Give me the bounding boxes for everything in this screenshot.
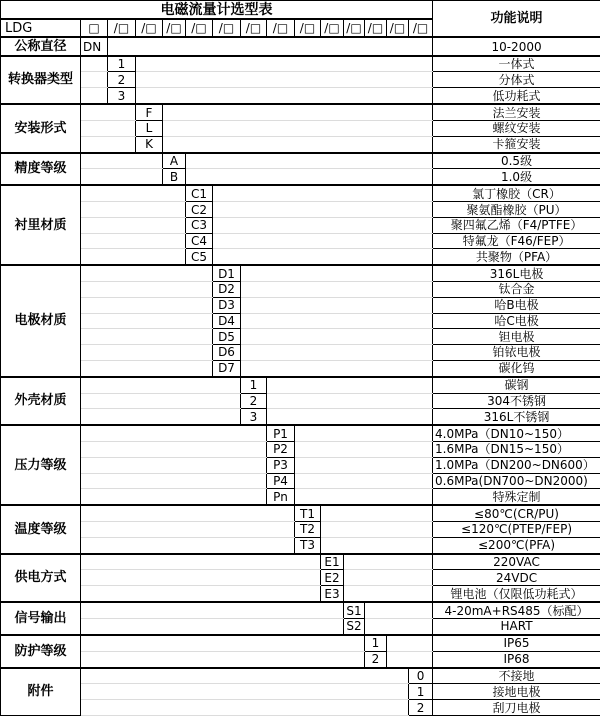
table-row xyxy=(1,570,600,586)
desc-cell: 不接地 xyxy=(433,668,600,684)
filler-cell xyxy=(295,457,433,473)
code-cell: 1 xyxy=(365,635,387,651)
desc-cell: 碳化钨 xyxy=(433,360,600,376)
model-slot-cell: /□ xyxy=(186,19,213,37)
filler-cell xyxy=(295,425,433,441)
filler-cell xyxy=(81,442,267,458)
filler-cell xyxy=(81,700,409,716)
desc-cell: 碳钢 xyxy=(433,377,600,393)
code-cell: C1 xyxy=(186,185,213,201)
table-row xyxy=(1,651,600,667)
code-cell: E2 xyxy=(321,570,344,586)
category-cell: 温度等级 xyxy=(1,505,81,553)
table-row xyxy=(1,120,600,136)
desc-cell: 4-20mA+RS485（标配） xyxy=(433,602,600,618)
table-row xyxy=(1,297,600,313)
model-box-cell: □ xyxy=(81,19,108,37)
code-cell: D5 xyxy=(213,329,241,345)
filler-cell xyxy=(81,377,241,393)
filler-cell xyxy=(81,602,344,618)
code-cell: P2 xyxy=(267,442,295,458)
desc-cell: 220VAC xyxy=(433,554,600,570)
filler-cell xyxy=(81,425,267,441)
filler-cell xyxy=(267,409,433,425)
table-row xyxy=(1,425,600,441)
table-row xyxy=(1,202,600,218)
desc-cell: 低功耗式 xyxy=(433,88,600,104)
category-cell: 衬里材质 xyxy=(1,185,81,265)
model-slot-cell: /□ xyxy=(409,19,433,37)
code-cell: D1 xyxy=(213,265,241,281)
desc-cell: 特殊定制 xyxy=(433,489,600,505)
table-row xyxy=(1,185,600,201)
filler-cell xyxy=(267,393,433,409)
model-slot-cell: /□ xyxy=(387,19,409,37)
code-cell: 1 xyxy=(108,56,136,72)
filler-cell xyxy=(81,72,108,88)
filler-cell xyxy=(241,282,433,298)
table-row xyxy=(1,360,600,376)
table-row xyxy=(1,88,600,104)
model-slot-cell: /□ xyxy=(295,19,321,37)
table-row xyxy=(1,554,600,570)
code-cell: C3 xyxy=(186,217,213,233)
desc-cell: 1.0级 xyxy=(433,169,600,185)
model-slot-cell: /□ xyxy=(241,19,267,37)
desc-cell: 哈C电极 xyxy=(433,313,600,329)
desc-cell: 法兰安装 xyxy=(433,104,600,120)
filler-cell xyxy=(81,537,295,553)
filler-cell xyxy=(213,249,433,265)
table-row xyxy=(1,602,600,618)
table-row xyxy=(1,37,600,55)
filler-cell xyxy=(295,473,433,489)
desc-cell: 304不锈钢 xyxy=(433,393,600,409)
category-cell: 压力等级 xyxy=(1,425,81,505)
table-row xyxy=(1,618,600,634)
filler-cell xyxy=(81,56,108,72)
code-cell: K xyxy=(136,136,163,152)
desc-header-cell: 功能说明 xyxy=(433,1,600,38)
table-row xyxy=(1,537,600,553)
desc-cell: 4.0MPa（DN10~150） xyxy=(433,425,600,441)
code-cell: E1 xyxy=(321,554,344,570)
desc-cell: 特氟龙（F46/FEP） xyxy=(433,233,600,249)
filler-cell xyxy=(81,457,267,473)
filler-cell xyxy=(81,473,267,489)
category-cell: 公称直径 xyxy=(1,37,81,55)
model-slot-cell: /□ xyxy=(108,19,136,37)
filler-cell xyxy=(344,586,433,602)
desc-cell: 聚氨酯橡胶（PU） xyxy=(433,202,600,218)
desc-cell: 分体式 xyxy=(433,72,600,88)
code-cell: D2 xyxy=(213,282,241,298)
model-slot-cell: /□ xyxy=(213,19,241,37)
code-cell: C4 xyxy=(186,233,213,249)
filler-cell xyxy=(213,202,433,218)
filler-cell xyxy=(81,522,295,538)
category-cell: 安装形式 xyxy=(1,104,81,152)
code-cell: 3 xyxy=(108,88,136,104)
table-row xyxy=(1,313,600,329)
filler-cell xyxy=(81,586,321,602)
category-cell: 转换器类型 xyxy=(1,56,81,104)
desc-cell: 螺纹安装 xyxy=(433,120,600,136)
code-cell: F xyxy=(136,104,163,120)
filler-cell xyxy=(81,313,213,329)
filler-cell xyxy=(186,169,433,185)
filler-cell xyxy=(321,522,433,538)
table-row xyxy=(1,522,600,538)
filler-cell xyxy=(241,360,433,376)
filler-cell xyxy=(241,297,433,313)
filler-cell xyxy=(81,297,213,313)
code-cell: DN xyxy=(81,37,108,55)
desc-cell: 聚四氟乙烯（F4/PTFE） xyxy=(433,217,600,233)
desc-cell: ≤200℃(PFA) xyxy=(433,537,600,553)
code-cell: 2 xyxy=(241,393,267,409)
model-slot-cell: /□ xyxy=(321,19,344,37)
table-row xyxy=(1,233,600,249)
table-row xyxy=(1,153,600,169)
desc-cell: 10-2000 xyxy=(433,37,600,55)
table-row xyxy=(1,136,600,152)
filler-cell xyxy=(163,120,433,136)
code-cell: 2 xyxy=(108,72,136,88)
table-row xyxy=(1,345,600,361)
filler-cell xyxy=(267,377,433,393)
table-row xyxy=(1,377,600,393)
category-cell: 精度等级 xyxy=(1,153,81,186)
category-cell: 附件 xyxy=(1,668,81,716)
desc-cell: 316L电极 xyxy=(433,265,600,281)
filler-cell xyxy=(81,217,186,233)
filler-cell xyxy=(81,345,213,361)
filler-cell xyxy=(136,88,433,104)
filler-cell xyxy=(81,153,163,169)
filler-cell xyxy=(344,554,433,570)
code-cell: C2 xyxy=(186,202,213,218)
filler-cell xyxy=(295,442,433,458)
desc-cell: 锂电池（仅限低功耗式） xyxy=(433,586,600,602)
table-row xyxy=(1,505,600,521)
category-cell: 电极材质 xyxy=(1,265,81,376)
code-cell: 2 xyxy=(365,651,387,667)
filler-cell xyxy=(321,537,433,553)
filler-cell xyxy=(81,202,186,218)
filler-cell xyxy=(81,282,213,298)
code-cell: A xyxy=(163,153,186,169)
model-prefix-cell: LDG xyxy=(1,19,81,37)
desc-cell: 刮刀电极 xyxy=(433,700,600,716)
table-row xyxy=(1,457,600,473)
desc-cell: 1.6MPa（DN15~150） xyxy=(433,442,600,458)
category-cell: 供电方式 xyxy=(1,554,81,602)
desc-cell: IP68 xyxy=(433,651,600,667)
code-cell: T1 xyxy=(295,505,321,521)
desc-cell: 316L不锈钢 xyxy=(433,409,600,425)
code-cell: P1 xyxy=(267,425,295,441)
table-row xyxy=(1,1,600,20)
filler-cell xyxy=(241,345,433,361)
code-cell: P3 xyxy=(267,457,295,473)
code-cell: P4 xyxy=(267,473,295,489)
desc-cell: IP65 xyxy=(433,635,600,651)
category-cell: 信号输出 xyxy=(1,602,81,635)
filler-cell xyxy=(365,618,433,634)
desc-cell: 1.0MPa（DN200~DN600） xyxy=(433,457,600,473)
filler-cell xyxy=(81,393,241,409)
filler-cell xyxy=(81,618,344,634)
table-row xyxy=(1,265,600,281)
desc-cell: 接地电极 xyxy=(433,684,600,700)
desc-cell: HART xyxy=(433,618,600,634)
desc-cell: ≤80℃(CR/PU) xyxy=(433,505,600,521)
filler-cell xyxy=(81,104,136,120)
code-cell: 1 xyxy=(241,377,267,393)
filler-cell xyxy=(295,489,433,505)
filler-cell xyxy=(387,651,433,667)
filler-cell xyxy=(136,72,433,88)
code-cell: 2 xyxy=(409,700,433,716)
table-row xyxy=(1,409,600,425)
filler-cell xyxy=(241,265,433,281)
desc-cell: 钽电极 xyxy=(433,329,600,345)
filler-cell xyxy=(108,37,433,55)
table-row xyxy=(1,635,600,651)
filler-cell xyxy=(213,233,433,249)
desc-cell: 共聚物（PFA） xyxy=(433,249,600,265)
code-cell: E3 xyxy=(321,586,344,602)
table-row xyxy=(1,217,600,233)
desc-cell: 0.6MPa(DN700~DN2000) xyxy=(433,473,600,489)
code-cell: T3 xyxy=(295,537,321,553)
filler-cell xyxy=(81,120,136,136)
filler-cell xyxy=(81,360,213,376)
filler-cell xyxy=(163,136,433,152)
filler-cell xyxy=(213,185,433,201)
category-cell: 防护等级 xyxy=(1,635,81,668)
code-cell: S1 xyxy=(344,602,365,618)
model-slot-cell: /□ xyxy=(344,19,365,37)
filler-cell xyxy=(81,570,321,586)
table-row xyxy=(1,684,600,700)
filler-cell xyxy=(81,265,213,281)
filler-cell xyxy=(81,505,295,521)
filler-cell xyxy=(81,169,163,185)
code-cell: T2 xyxy=(295,522,321,538)
table-row xyxy=(1,56,600,72)
code-cell: D3 xyxy=(213,297,241,313)
filler-cell xyxy=(241,329,433,345)
table-row xyxy=(1,473,600,489)
table-row xyxy=(1,249,600,265)
code-cell: D4 xyxy=(213,313,241,329)
filler-cell xyxy=(81,233,186,249)
table-row xyxy=(1,72,600,88)
desc-cell: 一体式 xyxy=(433,56,600,72)
table-row xyxy=(1,700,600,716)
desc-cell: ≤120℃(PTEP/FEP) xyxy=(433,522,600,538)
table-row xyxy=(1,489,600,505)
model-slot-cell: /□ xyxy=(136,19,163,37)
code-cell: Pn xyxy=(267,489,295,505)
code-cell: B xyxy=(163,169,186,185)
desc-cell: 24VDC xyxy=(433,570,600,586)
filler-cell xyxy=(81,651,365,667)
table-row xyxy=(1,104,600,120)
table-row xyxy=(1,329,600,345)
table-row xyxy=(1,586,600,602)
model-slot-cell: /□ xyxy=(365,19,387,37)
table-row xyxy=(1,169,600,185)
code-cell: C5 xyxy=(186,249,213,265)
filler-cell xyxy=(81,635,365,651)
code-cell: 1 xyxy=(409,684,433,700)
filler-cell xyxy=(81,684,409,700)
filler-cell xyxy=(81,185,186,201)
desc-cell: 氯丁橡胶（CR） xyxy=(433,185,600,201)
filler-cell xyxy=(81,554,321,570)
filler-cell xyxy=(136,56,433,72)
desc-cell: 0.5级 xyxy=(433,153,600,169)
filler-cell xyxy=(81,409,241,425)
table-row xyxy=(1,393,600,409)
filler-cell xyxy=(81,489,267,505)
desc-cell: 铂铱电极 xyxy=(433,345,600,361)
filler-cell xyxy=(81,88,108,104)
desc-cell: 卡箍安装 xyxy=(433,136,600,152)
table-row xyxy=(1,442,600,458)
filler-cell xyxy=(186,153,433,169)
filler-cell xyxy=(163,104,433,120)
table-row xyxy=(1,668,600,684)
code-cell: L xyxy=(136,120,163,136)
filler-cell xyxy=(241,313,433,329)
filler-cell xyxy=(344,570,433,586)
filler-cell xyxy=(213,217,433,233)
model-slot-cell: /□ xyxy=(163,19,186,37)
desc-cell: 钛合金 xyxy=(433,282,600,298)
filler-cell xyxy=(365,602,433,618)
filler-cell xyxy=(81,136,136,152)
filler-cell xyxy=(81,668,409,684)
code-cell: 3 xyxy=(241,409,267,425)
table-row xyxy=(1,282,600,298)
code-cell: 0 xyxy=(409,668,433,684)
filler-cell xyxy=(321,505,433,521)
page-title: 电磁流量计选型表 xyxy=(160,1,273,18)
model-slot-cell: /□ xyxy=(267,19,295,37)
filler-cell xyxy=(81,329,213,345)
filler-cell xyxy=(81,249,186,265)
filler-cell xyxy=(387,635,433,651)
code-cell: D6 xyxy=(213,345,241,361)
code-cell: D7 xyxy=(213,360,241,376)
desc-cell: 哈B电极 xyxy=(433,297,600,313)
category-cell: 外壳材质 xyxy=(1,377,81,425)
code-cell: S2 xyxy=(344,618,365,634)
